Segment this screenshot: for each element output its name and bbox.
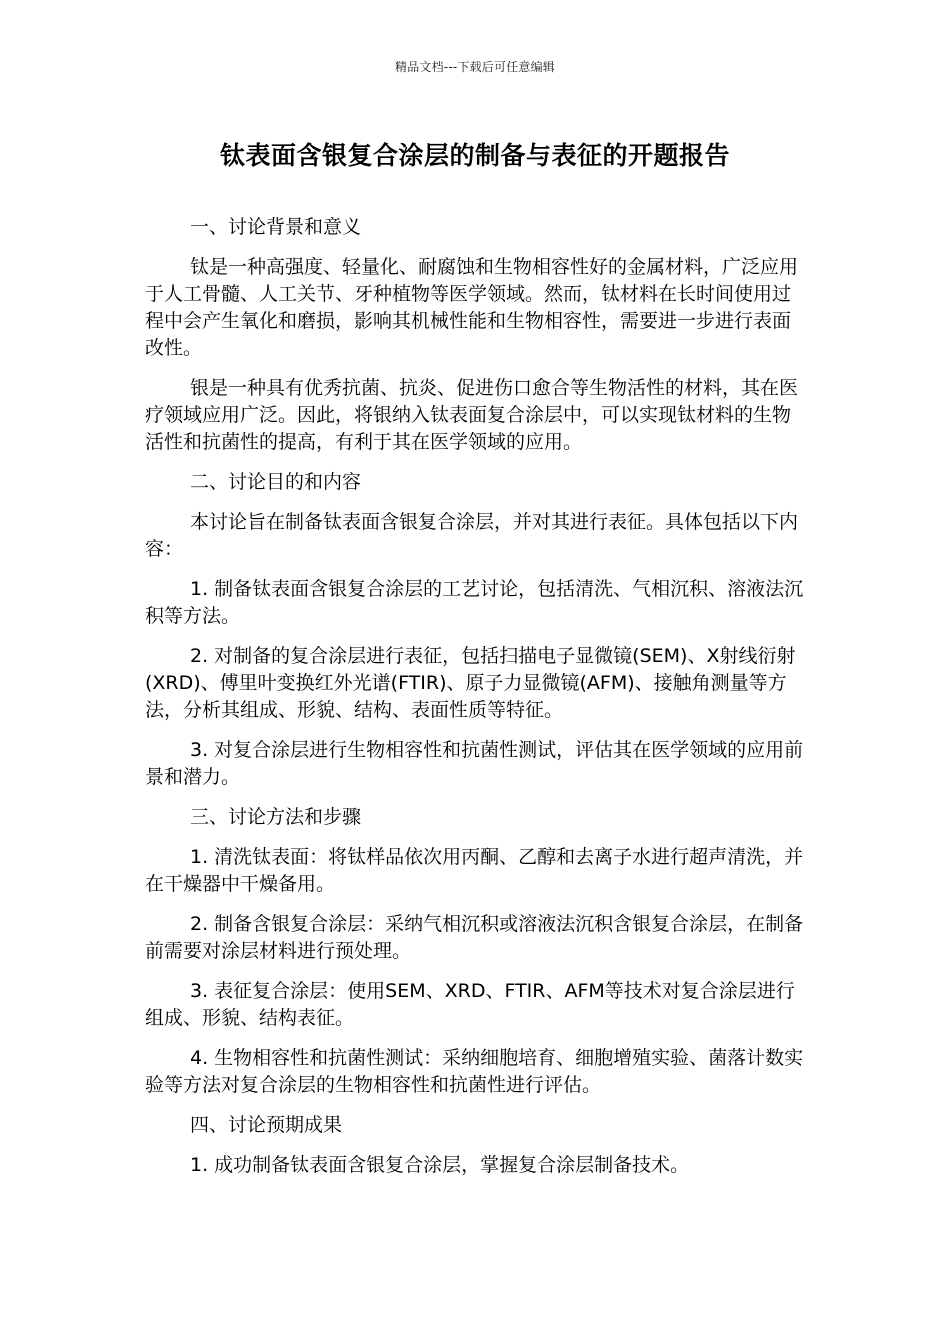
section-heading-background: 一、讨论背景和意义 <box>190 216 362 238</box>
paragraph: 银是一种具有优秀抗菌、抗炎、促进伤口愈合等生物活性的材料，其在医疗领域应用广泛。因此，将银纳入钛表面复合涂层中，可以实现钛材料的生物活性和抗菌性的提高，有利于其在医学领域的应用。 <box>145 377 799 453</box>
section-heading-methods: 三、讨论方法和步骤 <box>190 806 362 828</box>
section-heading-outcomes: 四、讨论预期成果 <box>190 1114 343 1136</box>
page-header-note: 精品文档---下载后可任意编辑 <box>395 60 555 74</box>
document-title: 钛表面含银复合涂层的制备与表征的开题报告 <box>219 141 730 170</box>
section-heading-purpose: 二、讨论目的和内容 <box>190 471 362 493</box>
paragraph: 钛是一种高强度、轻量化、耐腐蚀和生物相容性好的金属材料，广泛应用于人工骨髓、人工关节、牙种植物等医学领域。然而，钛材料在长时间使用过程中会产生氧化和磨损，影响其机械性能和生物相容性，需要进一步进行表面改性。 <box>145 256 799 359</box>
list-item: 1. 清洗钛表面：将钛样品依次用丙酮、乙醇和去离子水进行超声清洗，并在干燥器中干燥备用。 <box>145 846 804 895</box>
paragraph: 本讨论旨在制备钛表面含银复合涂层，并对其进行表征。具体包括以下内容： <box>145 511 799 560</box>
list-item: 3. 对复合涂层进行生物相容性和抗菌性测试，评估其在医学领域的应用前景和潜力。 <box>145 739 804 788</box>
list-item: 1. 制备钛表面含银复合涂层的工艺讨论，包括清洗、气相沉积、溶液法沉积等方法。 <box>145 578 804 627</box>
list-item: 2. 制备含银复合涂层：采纳气相沉积或溶液法沉积含银复合涂层，在制备前需要对涂层材料进行预处理。 <box>145 913 804 962</box>
document-body <box>145 214 805 1192</box>
list-item: 4. 生物相容性和抗菌性测试：采纳细胞培育、细胞增殖实验、菌落计数实验等方法对复合涂层的生物相容性和抗菌性进行评估。 <box>145 1047 804 1096</box>
list-item: 2. 对制备的复合涂层进行表征，包括扫描电子显微镜(SEM)、X射线衍射(XRD)、傅里叶变换红外光谱(FTIR)、原子力显微镜(AFM)、接触角测量等方法，分析其组成、形貌、结构、表面性质等特征。 <box>145 645 796 721</box>
list-item: 3. 表征复合涂层：使用SEM、XRD、FTIR、AFM等技术对复合涂层进行组成、形貌、结构表征。 <box>145 980 795 1029</box>
list-item: 1. 成功制备钛表面含银复合涂层，掌握复合涂层制备技术。 <box>190 1154 690 1176</box>
